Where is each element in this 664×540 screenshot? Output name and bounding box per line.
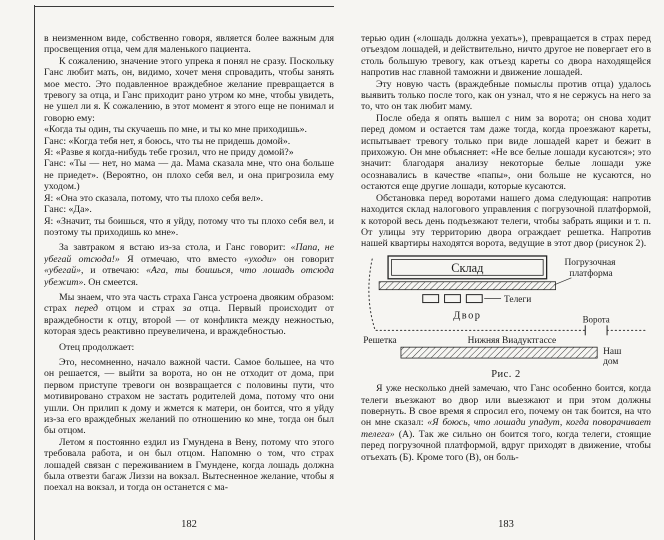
text-run: Я уже несколько дней замечаю, что Ганс особенно боится, когда телеги въезжают во двор или выезжают и при этом должны повернуть. В свое время я спросил его, почему он так боится, на что он мне сказал: [361,383,651,429]
page-183-text [361,33,651,519]
italic-text-run: «Ага, ты боишься, что лошадь отсюда убежит» [44,265,334,288]
text-run: (А). Так же сильно он боится того, когда телеги, стоящие перед погрузочной платформой, вдруг приходят в движение, чтобы отъехать (Б). Кроме того (В), он боль- [361,428,651,463]
figure-caption: Рис. 2 [491,368,521,380]
paragraph [44,33,334,56]
text-run: Отец продолжает: [59,341,135,353]
paragraph [361,193,651,250]
text-run: Летом я постоянно ездил из Гмундена в Вену, потому что этого требовала работа, и он был отцом. Напомню о том, что страх лошадей связан с переживанием в Гмундене, когда лошадь должна была отвезти багаж Лиззи на вокзал. Вытесненное желание, чтобы я поехал на вокзал, и тогда он останется с ма- [44,436,334,494]
house-label-line2: дом [603,356,619,366]
text-run: Ганс: «Когда тебя нет, я боюсь, что ты не придешь домой». [44,135,291,147]
paragraph [44,193,334,204]
house-bar [401,347,597,358]
italic-text-run: «Я боюсь, что лошади упадут, когда поворачивает телега» [361,417,651,440]
text-run: Я: «Разве я когда-нибудь тебе грозил, что не приду домой?» [44,147,294,159]
text-run: За завтраком я встаю из-за стола, и Ганс говорит: [59,242,291,254]
page-number-right: 183 [498,519,514,530]
paragraph [361,79,651,113]
cart-icon [445,294,461,302]
platform-label-line1: Погрузочная [564,257,616,268]
paragraph [361,383,651,463]
text-run: в неизменном виде, собственно говоря, является более важным для просвещения отца, чем для маленького пациента. [44,33,334,56]
text-run: Эту новую часть (враждебные помыслы против отца) удалось выявить только после того, как он узнал, что я не сержусь на него за то, что он так любит маму. [361,78,651,113]
page-182-text [44,33,334,519]
italic-text-run: перед [74,303,98,315]
loading-platform-strip [379,281,555,289]
paragraph [44,437,334,494]
paragraph [44,357,334,437]
cart-icon [423,294,439,302]
warehouse-label: Склад [451,260,484,275]
paragraph [44,56,334,124]
text-run: Обстановка перед воротами нашего дома следующая: напротив находится склад налогового управления с погрузочной платформой, к которой весь день подъезжают телеги, чтобы забрать ящики и т. п. От улицы эту территорию двора ограждает решетка. Напротив нашей квартиры находятся ворота, ведущие в этот двор (рисунок 2). [361,192,651,250]
text-run: . Он смеется. [83,276,138,288]
text-run: терью один («лошадь должна уехать»), превращается в страх перед отъездом лошадей, и действительно, ничто другое не повергает его в столь большую тревогу, как отъезд кареты со двора находящейся напротив нас главной таможни и движение лошадей. [361,33,651,79]
gate-label: Ворота [582,314,610,325]
cart-icon [466,294,482,302]
text-run: , и отвечаю: [81,265,146,277]
scan-edge-top [34,6,334,7]
text-run: Ганс: «Ты — нет, но мама — да. Мама сказала мне, что она больше не приедет». (Вероятно, он плохо себя вел, и она пригрозила ему уходом.) [44,158,334,193]
paragraph [44,242,334,288]
text-run: Я отмечаю, что вместо [119,253,244,265]
text-run: Это, несомненно, начало важной части. Самое большее, на что он решается, — выйти за ворота, но он не отходит от дома, при первом приступе тревоги он возвращается с половины пути, что мотивировано страхом не застать родителей дома, потому что они ушли. Он прилип к дому и жмется к матери, он боится, что я уйду из-за его враждебных желаний по отношению ко мне, тогда он был бы отцом. [44,356,334,437]
text-run: отцом и страх [97,303,183,315]
platform-label-line2: платформа [569,268,613,279]
paragraph [44,204,334,215]
yard-label: Двор [453,310,482,322]
text-run: Ганс: «Да». [44,204,92,216]
italic-text-run: «убегай» [44,265,82,277]
paragraph [44,292,334,338]
text-run: Я: «Значит, ты боишься, что я уйду, потому что ты плохо себя вел, и поэтому ты приходишь ко мне». [44,215,334,238]
text-run: Я: «Она это сказала, потому, что ты плохо себя вел». [44,192,264,204]
house-label-line1: Наш [603,346,622,357]
scan-edge-left [34,5,35,540]
paragraph [44,342,334,353]
paragraph [44,124,334,135]
paragraph [44,136,334,147]
text-run: Мы знаем, что эта часть страха Ганса устроена двояким образом: страх [44,291,334,315]
paragraph [361,113,651,193]
text-run: он говорит [276,253,334,265]
paragraph [361,33,651,79]
figure-2 [361,255,651,380]
page-183-text-bottom [361,383,651,463]
italic-text-run: «уходи» [243,253,277,265]
page-number-left: 182 [181,519,197,530]
figure-2-diagram [363,255,649,366]
text-run: После обеда я опять вышел с ним за ворота; он снова ходит перед домом и остается там даже тогда, когда проезжают кареты, испытывает тревогу только при виде лошадей карет и бежит в прихожую. Он мне объясняет: «Не все белые лошади кусаются»; это значит: благодаря анализу некоторые белые лошади уже осознавались в качестве «папы», они больше не кусаются, но остаются еще другие лошади, которые кусаются. [361,112,651,193]
paragraph [44,216,334,239]
carts-label: Телеги [504,294,532,305]
street-label: Нижняя Виадуктгассе [467,335,557,346]
text-run: «Когда ты один, ты скучаешь по мне, и ты ко мне приходишь». [44,124,307,136]
italic-text-run: за [182,303,192,315]
text-run: отца. Первый происходит от враждебности к отцу, второй — от конфликта между нежностью, которая здесь реактивно преувеличена, и враждебностью. [44,303,334,338]
paragraph [44,147,334,158]
page-183-text-top [361,33,651,250]
italic-text-run: «Папа, не убегай отсюда!» [44,242,334,265]
platform-pointer-line [555,278,572,285]
text-run: К сожалению, значение этого упрека я понял не сразу. Поскольку Ганс любит мать, он, видимо, хочет меня спровадить, чтобы занять мое место. Это подавленное враждебное желание превращается в тревогу за отца, и Ганс приходит рано утром ко мне, чтобы увидеть, не ушел ли я. К сожалению, в этот момент я этого еще не понимал и говорю ему: [44,55,334,124]
paragraph [44,158,334,192]
railing-label: Решетка [363,335,397,346]
